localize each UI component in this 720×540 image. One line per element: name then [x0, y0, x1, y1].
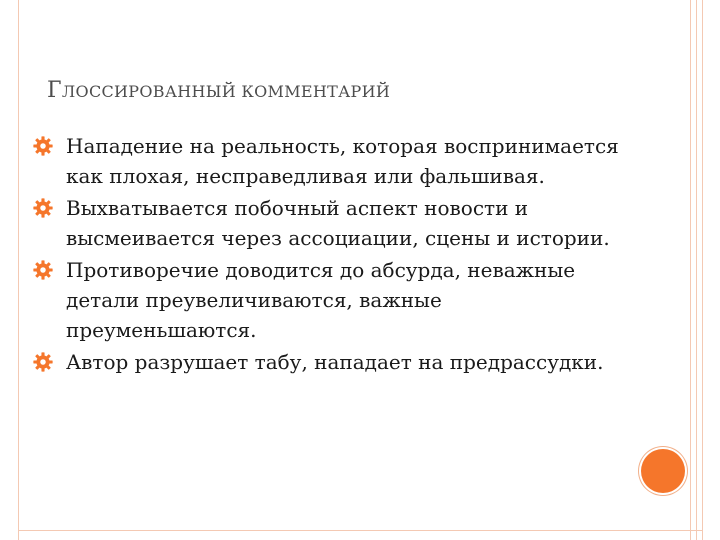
- frame-right-line-inner: [690, 0, 691, 540]
- bullet-text: Автор разрушает табу, нападает на предрассудки.: [66, 350, 604, 374]
- title-rest: ЛОССИРОВАННЫЙ КОММЕНТАРИЙ: [61, 82, 391, 101]
- bullet-text: Нападение на реальность, которая воспринимается как плохая, несправедливая или фальшивая.: [66, 134, 619, 188]
- bullet-text: Противоречие доводится до абсурда, неважные детали преувеличиваются, важные преуменьшаются.: [66, 258, 576, 342]
- bullet-item: [32, 347, 632, 377]
- bullet-item: [32, 193, 632, 253]
- page-title: [47, 78, 607, 103]
- frame-bottom-line: [18, 530, 703, 531]
- frame-left-line: [18, 0, 19, 540]
- gear-bullet-icon: [32, 259, 54, 281]
- frame-right-line-outer: [696, 0, 697, 540]
- bullet-text: Выхватывается побочный аспект новости и высмеивается через ассоциации, сцены и истории.: [66, 196, 610, 250]
- gear-bullet-icon: [32, 351, 54, 373]
- title-first-letter: Г: [47, 78, 62, 103]
- gear-bullet-icon: [32, 197, 54, 219]
- bullet-item: [32, 131, 632, 191]
- gear-bullet-icon: [32, 135, 54, 157]
- bullet-item: [32, 255, 632, 345]
- bullet-list: [32, 131, 632, 379]
- decorative-orange-circle: [641, 449, 685, 493]
- frame-right-line-outer2: [702, 0, 703, 540]
